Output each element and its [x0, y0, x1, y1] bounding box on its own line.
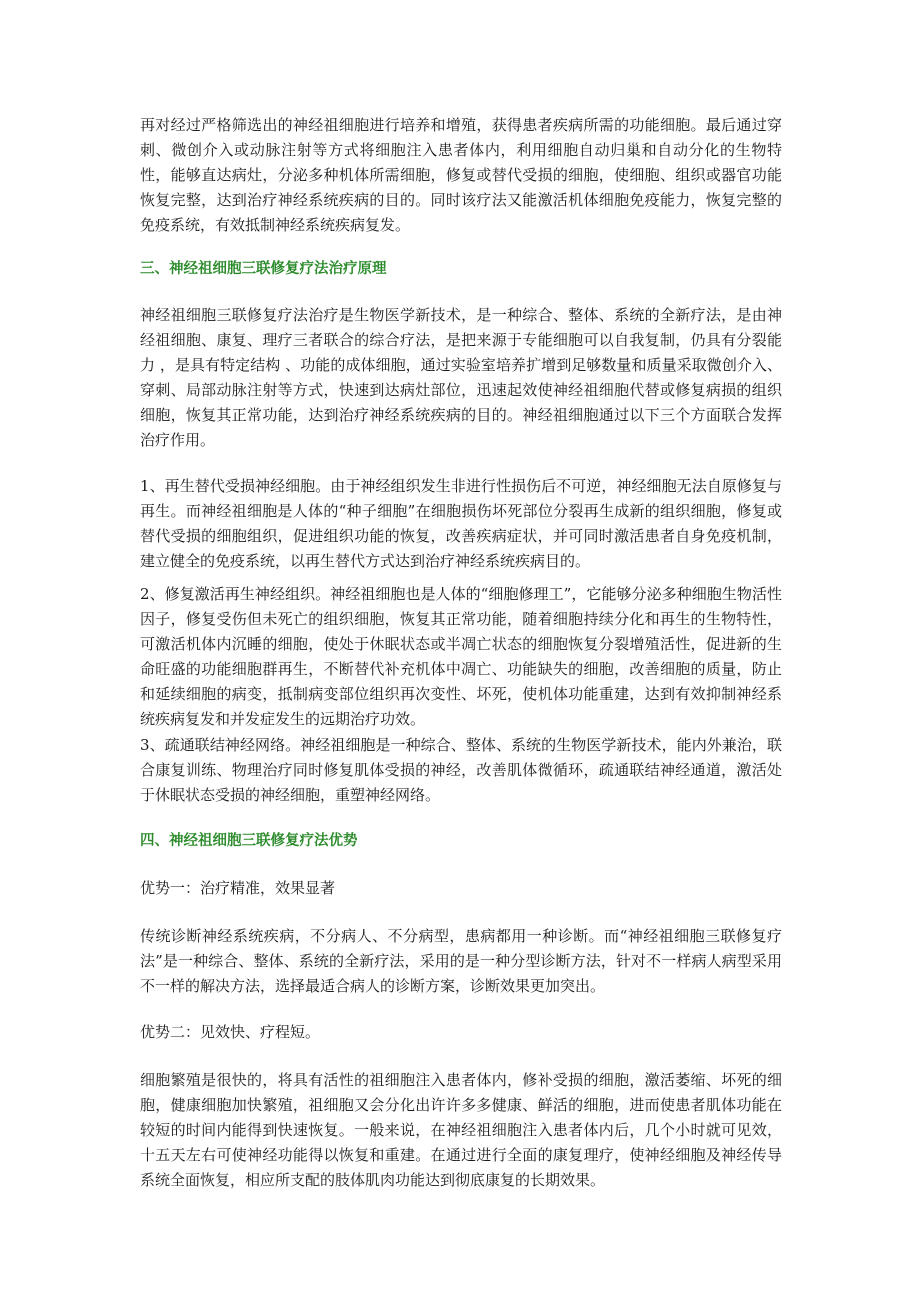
advantage-2-title: 优势二：见效快、疗程短。 [140, 1023, 321, 1041]
paragraph-advantage-2: 细胞繁殖是很快的，将具有活性的祖细胞注入患者体内，修补受损的细胞，激活萎缩、坏死的细胞，健康细胞加快繁殖，祖细胞又会分化出许许多多健康、鲜活的细胞，进而使患者肌体功能在较短的时间内能得到快速恢复。一般来说，在神经祖细胞注入患者体内后，几个小时就可见效，十五天左右可使神经功能得以恢复和重建。在通过进行全面的康复理疗，使神经细胞及神经传导系统全面恢复，相应所支配的肢体肌肉功能达到彻底康复的长期效果。 [140, 1071, 782, 1189]
paragraph-intro: 再对经过严格筛选出的神经祖细胞进行培养和增殖，获得患者疾病所需的功能细胞。最后通过穿刺、微创介入或动脉注射等方式将细胞注入患者体内，利用细胞自动归巢和自动分化的生物特性，能够直达病灶，分泌多种机体所需细胞，修复或替代受损的细胞，使细胞、组织或器官功能恢复完整，达到治疗神经系统疾病的目的。同时该疗法又能激活机体细胞免疫能力，恢复完整的免疫系统，有效抵制神经系统疾病复发。 [140, 116, 782, 234]
paragraph-point-3: 3、疏通联结神经网络。神经祖细胞是一种综合、整体、系统的生物医学新技术，能内外兼治，联合康复训练、物理治疗同时修复肌体受损的神经，改善肌体微循环，疏通联结神经通道，激活处于休眠状态受损的神经细胞，重塑神经网络。 [140, 736, 782, 804]
paragraph-point-1: 1、再生替代受损神经细胞。由于神经组织发生非进行性损伤后不可逆，神经细胞无法自原修复与再生。而神经祖细胞是人体的“种子细胞”在细胞损伤坏死部位分裂再生成新的组织细胞，修复或替代受损的细胞组织，促进组织功能的恢复，改善疾病症状，并可同时激活患者自身免疫机制，建立健全的免疫系统，以再生替代方式达到治疗神经系统疾病目的。 [140, 477, 782, 570]
section-heading-3: 三、神经祖细胞三联修复疗法治疗原理 [140, 261, 387, 277]
paragraph-point-2: 2、修复激活再生神经组织。神经祖细胞也是人体的“细胞修理工”，它能够分泌多种细胞生物活性因子，修复受伤但未死亡的组织细胞，恢复其正常功能，随着细胞持续分化和再生的生物特性，可激活机体内沉睡的细胞，使处于休眠状态或半凋亡状态的细胞恢复分裂增殖活性，促进新的生命旺盛的功能细胞群再生，不断替代补充机体中凋亡、功能缺失的细胞，改善细胞的质量，防止和延续细胞的病变，抵制病变部位组织再次变性、坏死，使机体功能重建，达到有效抑制神经系统疾病复发和并发症发生的远期治疗功效。 [140, 585, 782, 728]
section-heading-4: 四、神经祖细胞三联修复疗法优势 [140, 833, 358, 849]
paragraph-principle: 神经祖细胞三联修复疗法治疗是生物医学新技术，是一种综合、整体、系统的全新疗法，是由神经祖细胞、康复、理疗三者联合的综合疗法，是把来源于专能细胞可以自我复制，仍具有分裂能力 ，是具有特定结构 、功能的成体细胞，通过实验室培养扩增到足够数量和质量采取微创介入、穿刺、局部动脉注射等方式，快速到达病灶部位，迅速起效使神经祖细胞代替或修复病损的组织细胞，恢复其正常功能，达到治疗神经系统疾病的目的。神经祖细胞通过以下三个方面联合发挥治疗作用。 [140, 306, 782, 449]
paragraph-advantage-1: 传统诊断神经系统疾病，不分病人、不分病型，患病都用一种诊断。而“神经祖细胞三联修复疗法”是一种综合、整体、系统的全新疗法，采用的是一种分型诊断方法，针对不一样病人病型采用不一样的解决方法，选择最适合病人的诊断方案，诊断效果更加突出。 [140, 927, 782, 995]
advantage-1-title: 优势一：治疗精准，效果显著 [140, 879, 336, 897]
